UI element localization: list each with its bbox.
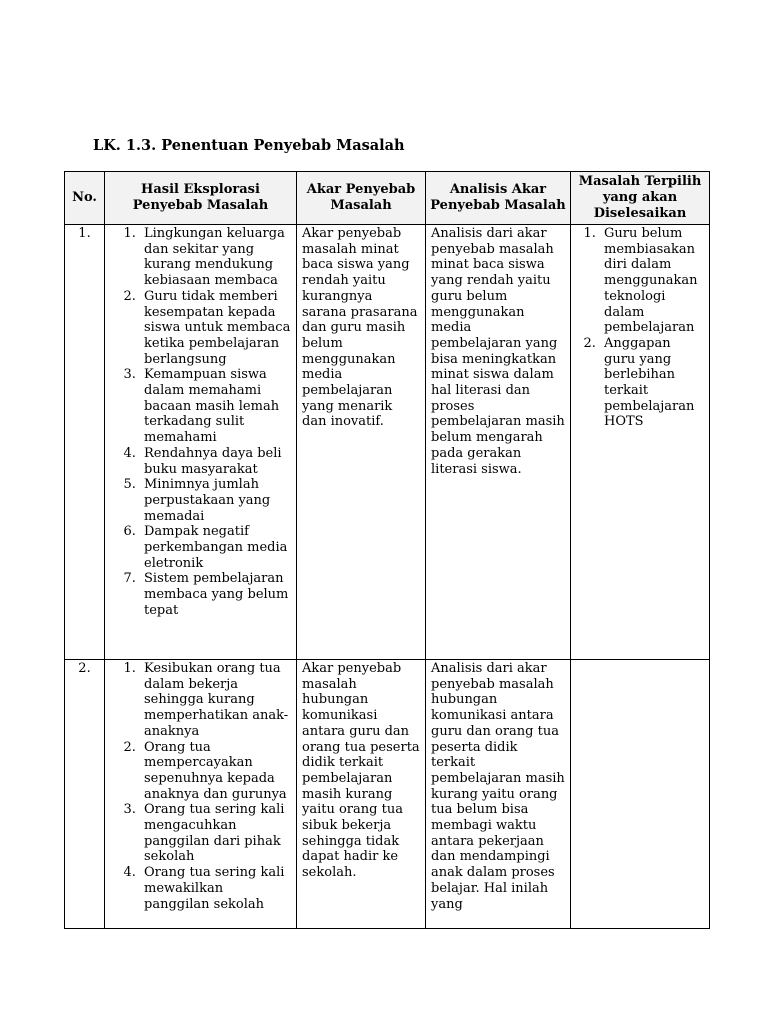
row-number: 1. [65,225,105,660]
list-item: 4. Orang tua sering kali mewakilkan panggilan sekolah [140,865,291,912]
document-title: LK. 1.3. Penentuan Penyebab Masalah [93,137,405,154]
list-item: 5. Minimnya jumlah perpustakaan yang memadai [140,477,291,524]
header-hasil: Hasil Eksplorasi Penyebab Masalah [105,172,297,225]
analisis-cell: Analisis dari akar penyebab masalah hubungan komunikasi antara guru dan orang tua peserta didik terkait pembelajaran masih kurang yaitu orang tua belum bisa membagi waktu antara pekerjaan dan mendampingi anak dalam proses belajar. Hal inilah yang [426,660,571,929]
list-item: 2. Anggapan guru yang berlebihan terkait pembelajaran HOTS [600,336,704,430]
akar-cell: Akar penyebab masalah minat baca siswa yang rendah yaitu kurangnya sarana prasarana dan guru masih belum menggunakan media pembelajaran yang menarik dan inovatif. [297,225,426,660]
akar-cell: Akar penyebab masalah hubungan komunikasi antara guru dan orang tua peserta didik terkait pembelajaran masih kurang yaitu orang tua sibuk bekerja sehingga tidak dapat hadir ke sekolah. [297,660,426,929]
header-akar: Akar Penyebab Masalah [297,172,426,225]
cause-analysis-table [64,171,710,929]
list-item: 1. Lingkungan keluarga dan sekitar yang kurang mendukung kebiasaan membaca [140,226,291,289]
row-number: 2. [65,660,105,929]
analisis-cell: Analisis dari akar penyebab masalah minat baca siswa yang rendah yaitu guru belum menggunakan media pembelajaran yang bisa meningkatkan minat siswa dalam hal literasi dan proses pembelajaran masih belum mengarah pada gerakan literasi siswa. [426,225,571,660]
terpilih-cell [571,225,710,660]
list-item: 2. Guru tidak memberi kesempatan kepada siswa untuk membaca ketika pembelajaran berlangsung [140,289,291,368]
list-item: 3. Kemampuan siswa dalam memahami bacaan masih lemah terkadang sulit memahami [140,367,291,446]
list-item: 7. Sistem pembelajaran membaca yang belum tepat [140,571,291,618]
list-item: 1. Guru belum membiasakan diri dalam menggunakan teknologi dalam pembelajaran [600,226,704,336]
hasil-cell [105,225,297,660]
hasil-cell [105,660,297,929]
header-terpilih: Masalah Terpilih yang akan Diselesaikan [571,172,710,225]
list-item: 6. Dampak negatif perkembangan media eletronik [140,524,291,571]
list-item: 2. Orang tua mempercayakan sepenuhnya kepada anaknya dan gurunya [140,740,291,803]
header-analisis: Analisis Akar Penyebab Masalah [426,172,571,225]
table-header-row [65,172,710,225]
terpilih-cell [571,660,710,929]
table-row [65,225,710,660]
header-no: No. [65,172,105,225]
list-item: 4. Rendahnya daya beli buku masyarakat [140,446,291,477]
list-item: 1. Kesibukan orang tua dalam bekerja sehingga kurang memperhatikan anak-anaknya [140,661,291,740]
list-item: 3. Orang tua sering kali mengacuhkan panggilan dari pihak sekolah [140,802,291,865]
table-row [65,660,710,929]
